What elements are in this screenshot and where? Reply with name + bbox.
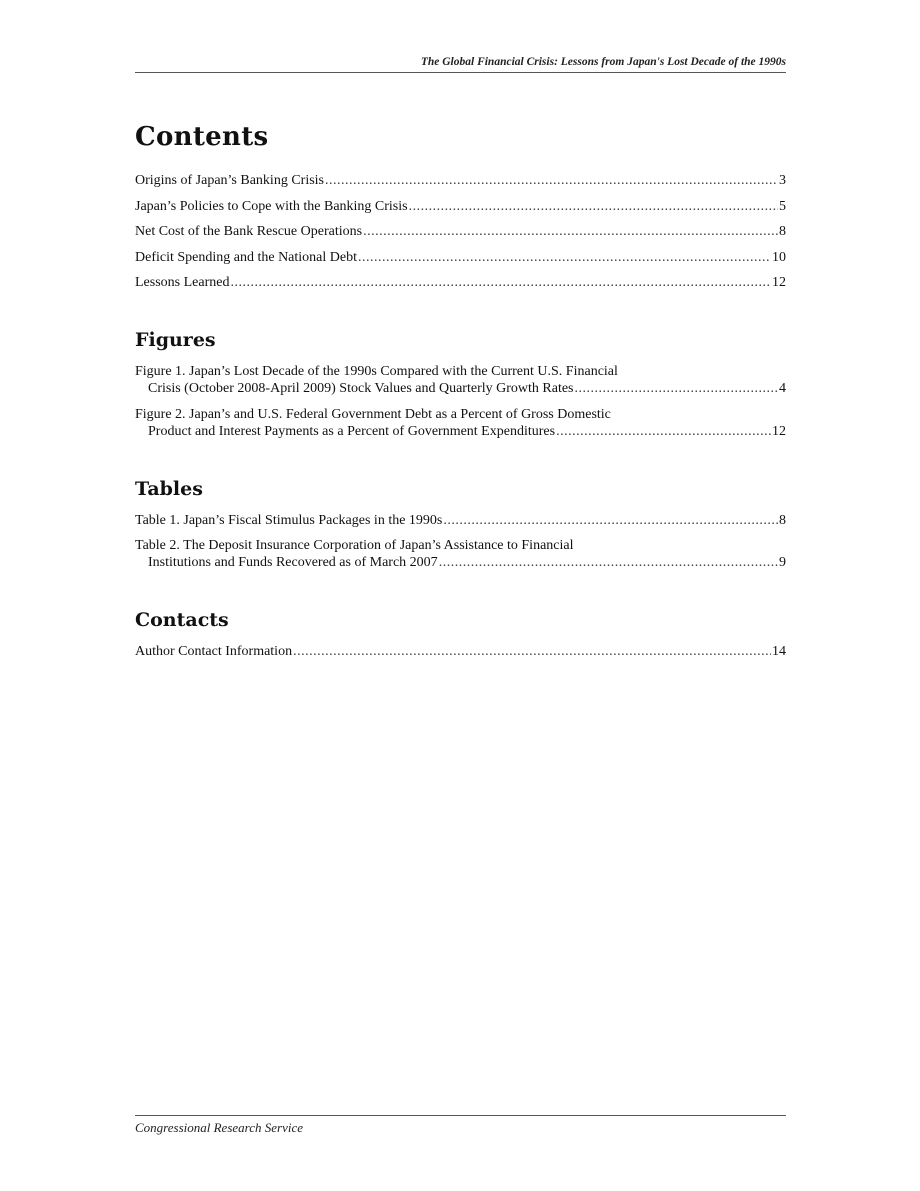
toc-page-number: 4 (779, 381, 786, 396)
toc-entry-label-continued: Crisis (October 2008-April 2009) Stock Values and Quarterly Growth Rates (148, 381, 574, 396)
dot-leader (230, 274, 771, 291)
toc-entry-label: Table 2. The Deposit Insurance Corporation of Japan’s Assistance to Financial (135, 538, 574, 553)
dot-leader (556, 423, 771, 440)
toc-entry-policies[interactable] (135, 198, 786, 215)
table-of-contents (135, 122, 786, 698)
dot-leader (293, 643, 771, 660)
contacts-heading: Contacts (135, 609, 229, 631)
page-footer: Congressional Research Service (135, 1120, 303, 1135)
header-rule (135, 72, 786, 73)
page-title: Contents (135, 122, 269, 152)
footer-rule (135, 1115, 786, 1116)
toc-page-number: 14 (772, 644, 786, 659)
toc-page-number: 12 (772, 423, 786, 439)
toc-entry-label: Net Cost of the Bank Rescue Operations (135, 224, 363, 239)
toc-entry-deficit[interactable] (135, 249, 786, 266)
tables-heading: Tables (135, 477, 203, 500)
dot-leader (409, 198, 778, 215)
toc-entry-label: Origins of Japan’s Banking Crisis (135, 173, 324, 188)
dot-leader (363, 223, 778, 240)
toc-entry-label-continued: Product and Interest Payments as a Percent of Government Expenditures (148, 423, 556, 439)
toc-entry-label: Table 1. Japan’s Fiscal Stimulus Packages in the 1990s (135, 512, 443, 528)
toc-entry-label: Author Contact Information (135, 644, 293, 659)
dot-leader (439, 554, 778, 571)
toc-page-number: 8 (779, 512, 786, 528)
figures-heading: Figures (135, 329, 216, 351)
toc-entry-lessons[interactable] (135, 274, 786, 291)
dot-leader (575, 380, 779, 397)
toc-page-number: 9 (779, 555, 786, 570)
toc-page-number: 3 (779, 173, 786, 188)
toc-page-number: 5 (779, 198, 786, 214)
toc-entry-table-1[interactable] (135, 512, 786, 529)
toc-entry-label: Deficit Spending and the National Debt (135, 249, 357, 265)
toc-entry-label: Figure 1. Japan’s Lost Decade of the 1990s Compared with the Current U.S. Financial (135, 364, 618, 379)
contacts-section (135, 609, 786, 660)
running-header: The Global Financial Crisis: Lessons from Japan's Lost Decade of the 1990s (420, 56, 786, 68)
toc-page-number: 10 (772, 249, 786, 265)
toc-page-number: 12 (772, 275, 786, 290)
dot-leader (443, 512, 778, 529)
toc-entry-figure-1[interactable] (135, 363, 786, 397)
toc-entry-figure-2[interactable] (135, 406, 786, 440)
toc-entry-label: Figure 2. Japan’s and U.S. Federal Government Debt as a Percent of Gross Domestic (135, 406, 611, 422)
toc-entry-label: Lessons Learned (135, 275, 230, 290)
dot-leader (358, 249, 771, 266)
contents-section (135, 172, 786, 291)
toc-entry-author-contact[interactable] (135, 643, 786, 660)
toc-entry-table-2[interactable] (135, 537, 786, 571)
figures-section (135, 329, 786, 440)
tables-section (135, 478, 786, 572)
toc-page-number: 8 (779, 224, 786, 239)
dot-leader (325, 172, 778, 189)
toc-entry-label-continued: Institutions and Funds Recovered as of March 2007 (148, 555, 438, 570)
toc-entry-label: Japan’s Policies to Cope with the Banking Crisis (135, 198, 408, 214)
toc-entry-origins[interactable] (135, 172, 786, 189)
toc-entry-net-cost[interactable] (135, 223, 786, 240)
